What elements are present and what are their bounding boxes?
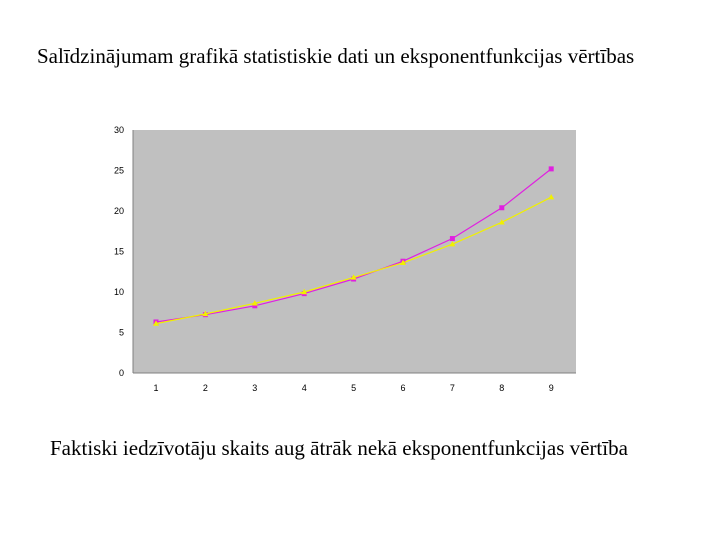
x-tick-label: 9: [548, 383, 554, 393]
x-tick-label: 8: [499, 383, 505, 393]
y-tick-label: 0: [118, 368, 124, 378]
x-tick-label: 3: [252, 383, 258, 393]
x-tick-label: 2: [202, 383, 208, 393]
x-tick-label: 7: [449, 383, 455, 393]
y-tick-label: 25: [113, 165, 124, 176]
x-tick-label: 6: [400, 383, 406, 393]
slide-footer-text: Faktiski iedzīvotāju skaits aug ātrāk nekā eksponentfunkcijas vērtība: [50, 436, 628, 460]
y-tick-label: 15: [113, 246, 124, 257]
data-point: [450, 236, 455, 241]
plot-area: [133, 130, 576, 373]
data-point: [549, 166, 554, 171]
x-tick-labels: [153, 383, 553, 393]
data-point: [499, 205, 504, 210]
x-tick-label: 4: [301, 383, 307, 393]
y-tick-label: 30: [113, 125, 124, 135]
y-tick-label: 20: [113, 206, 124, 216]
y-tick-labels: [114, 125, 124, 378]
y-tick-label: 10: [113, 287, 124, 297]
slide-heading: Salīdzinājumam grafikā statistiskie dati un eksponentfunkcijas vērtības: [37, 44, 635, 68]
y-tick-label: 5: [118, 327, 124, 338]
x-tick-label: 1: [153, 383, 159, 393]
x-tick-label: 5: [351, 383, 357, 393]
